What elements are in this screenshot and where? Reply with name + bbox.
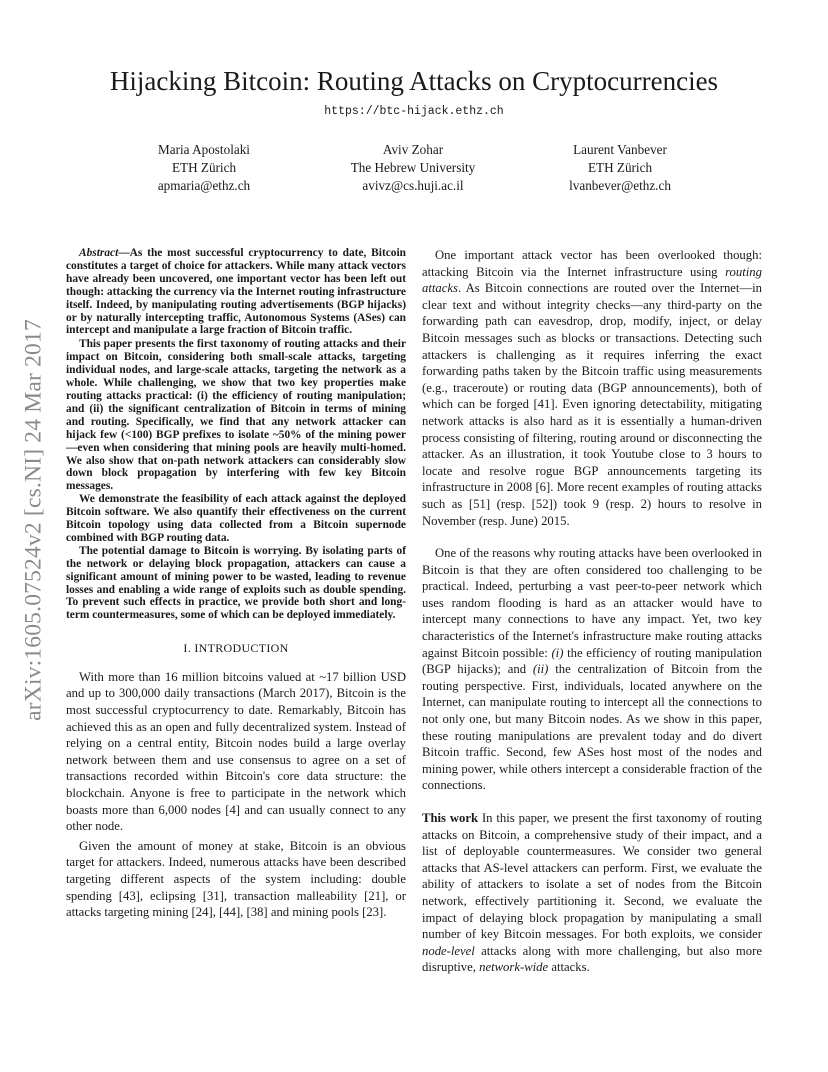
author-name: Maria Apostolaki bbox=[158, 142, 250, 157]
right-column bbox=[422, 247, 762, 976]
author-3 bbox=[520, 141, 720, 195]
abstract-paragraph: This paper presents the first taxonomy of routing attacks and their impact on Bitcoin, considering both small-scale attacks, targeting individual nodes, and large-scale attacks, targeting the network as a whole. While challenging, we show that two key properties make routing attacks practical: (i) the efficiency of routing manipulation; and (ii) the significant centralization of Bitcoin in terms of mining and routing. Specifically, we find that any network attacker can hijack few (<100) BGP prefixes to isolate ~50% of the mining power—even when considering that mining pools are heavily multi-homed. We also show that on-path network attackers can considerably slow down block propagation by interfering with few key Bitcoin messages. bbox=[66, 338, 406, 493]
body-paragraph: With more than 16 million bitcoins valued at ~17 billion USD and up to 300,000 daily transactions (March 2017), Bitcoin is the most successful cryptocurrency to date. Remarkably, Bitcoin has achieved this as an open and fully decentralized system. Instead of relying on a central entity, Bitcoin nodes build a large overlay network between them and use consensus to agree on a set of transactions recorded within Bitcoin's core data structure: the blockchain. Anyone is free to participate in the network which boasts more than 6,000 nodes [4] and can usually connect to any other node. bbox=[66, 669, 406, 834]
emphasis: routing attacks bbox=[422, 264, 762, 296]
emphasis: (i) bbox=[551, 645, 564, 660]
emphasis: network-wide bbox=[479, 960, 549, 975]
text-run: In this paper, we present the first taxonomy of routing attacks on Bitcoin, a comprehensive study of their impact, and a list of deployable countermeasures. We consider two general attacks that AS-level attackers can perform. First, we evaluate the ability of attackers to isolate a set of nodes from the Bitcoin network, effectively partitioning it. Second, we evaluate the impact of delaying block propagation by manipulating a small number of key Bitcoin messages. For both exploits, we consider bbox=[422, 811, 762, 942]
body-paragraph: Given the amount of money at stake, Bitcoin is an obvious target for attackers. Indeed, numerous attacks have been described targeting different aspects of the system including: double spending [43], eclipsing [31], transaction malleability [21], or attacks targeting mining [24], [44], [38] and mining pools [23]. bbox=[66, 838, 406, 920]
body-paragraph bbox=[422, 545, 762, 794]
emphasis: (ii) bbox=[532, 662, 549, 677]
emphasis: node-level bbox=[422, 943, 475, 958]
introduction-body bbox=[66, 669, 406, 921]
author-2 bbox=[313, 141, 513, 195]
author-email[interactable]: avivz@cs.huji.ac.il bbox=[362, 178, 464, 193]
abstract-paragraph bbox=[66, 247, 406, 337]
abstract-label: Abstract bbox=[79, 247, 119, 259]
body-paragraph bbox=[422, 247, 762, 529]
text-run: the centralization of Bitcoin from the routing perspective. First, individuals, located anywhere on the Internet, can manipulate routing to intercept all the connections to not only one, but many Bitcoin nodes. As we show in this paper, these routing manipulations are prevalent today and do divert Bitcoin traffic. Second, few ASes host most of the nodes and mining power, while others intercept a considerable fraction of the connections. bbox=[422, 662, 762, 793]
author-affiliation: ETH Zürich bbox=[587, 160, 653, 175]
text-run: attacks along with more challenging, but also more disruptive, bbox=[422, 943, 762, 975]
body-paragraph bbox=[422, 810, 762, 976]
run-in-heading: This work bbox=[422, 811, 479, 825]
abstract-paragraph: The potential damage to Bitcoin is worrying. By isolating parts of the network or delaying block propagation, attackers can cause a significant amount of mining power to be wasted, leading to revenue losses and enabling a wide range of exploits such as double spending. To prevent such effects in practice, we provide both short and long-term countermeasures, some of which can be deployed immediately. bbox=[66, 544, 406, 622]
section-heading: I. INTRODUCTION bbox=[183, 641, 289, 656]
text-run: One important attack vector has been overlooked though: attacking Bitcoin via the Internet infrastructure using bbox=[422, 248, 762, 279]
project-url[interactable]: https://btc-hijack.ethz.ch bbox=[324, 105, 504, 118]
text-run: One of the reasons why routing attacks have been overlooked in Bitcoin is that they are often considered too challenging to be practical. Indeed, perturbing a vast peer-to-peer network which uses random flooding is hard as an attacker would have to intercept many connections to have any impact. Yet, two key characteristics of the Internet's infrastructure make routing attacks against Bitcoin possible: bbox=[422, 546, 762, 660]
paper-title: Hijacking Bitcoin: Routing Attacks on Cryptocurrencies bbox=[109, 66, 719, 96]
arxiv-stamp bbox=[10, 270, 58, 770]
arxiv-stamp-text: arXiv:1605.07524v2 [cs.NI] 24 Mar 2017 bbox=[20, 319, 47, 721]
abstract bbox=[66, 247, 406, 622]
author-affiliation: ETH Zürich bbox=[171, 160, 237, 175]
author-affiliation: The Hebrew University bbox=[350, 160, 476, 175]
author-1 bbox=[104, 141, 304, 195]
author-email[interactable]: lvanbever@ethz.ch bbox=[569, 178, 671, 193]
text-run: the efficiency of routing manipulation (BGP hijacks); and bbox=[422, 645, 762, 677]
left-column bbox=[66, 247, 406, 921]
text-run: . As Bitcoin connections are routed over the Internet—in clear text and without integrity checks—any third-party on the forwarding path can eavesdrop, drop, modify, inject, or delay Bitcoin messages such as blocks or transactions. Detecting such attackers is challenging as it requires inferring the exact forwarding paths taken by the Bitcoin traffic using measurements (e.g., traceroute) or routing data (BGP announcements), both of which can be forged [41]. Even ignoring detectability, mitigating network attacks is also hard as it is essentially a human-driven process consisting of filtering, routing around or disconnecting the attacker. As an illustration, it took Youtube close to 3 hours to locate and resolve rogue BGP announcements targeting its infrastructure in 2008 [6]. More recent examples of routing attacks such as [51] (resp. [52]) took 9 (resp. 2) hours to resolve in November (resp. June) 2015. bbox=[422, 281, 762, 528]
author-name: Aviv Zohar bbox=[382, 142, 444, 157]
abstract-paragraph: We demonstrate the feasibility of each attack against the deployed Bitcoin software. We also quantify their effectiveness on the current Bitcoin topology using data collected from a Bitcoin supernode combined with BGP routing data. bbox=[66, 493, 406, 544]
author-name: Laurent Vanbever bbox=[573, 142, 667, 157]
abstract-text: —As the most successful cryptocurrency to date, Bitcoin constitutes a target of choice for attackers. While many attack vectors have already been uncovered, one important vector has been left out though: attacking the currency via the Internet routing infrastructure itself. Indeed, by manipulating routing advertisements (BGP hijacks) or by naturally intercepting traffic, Autonomous Systems (ASes) can intercept and manipulate a large fraction of Bitcoin traffic. bbox=[66, 247, 406, 337]
text-run: attacks. bbox=[548, 960, 590, 975]
author-email[interactable]: apmaria@ethz.ch bbox=[157, 178, 251, 193]
